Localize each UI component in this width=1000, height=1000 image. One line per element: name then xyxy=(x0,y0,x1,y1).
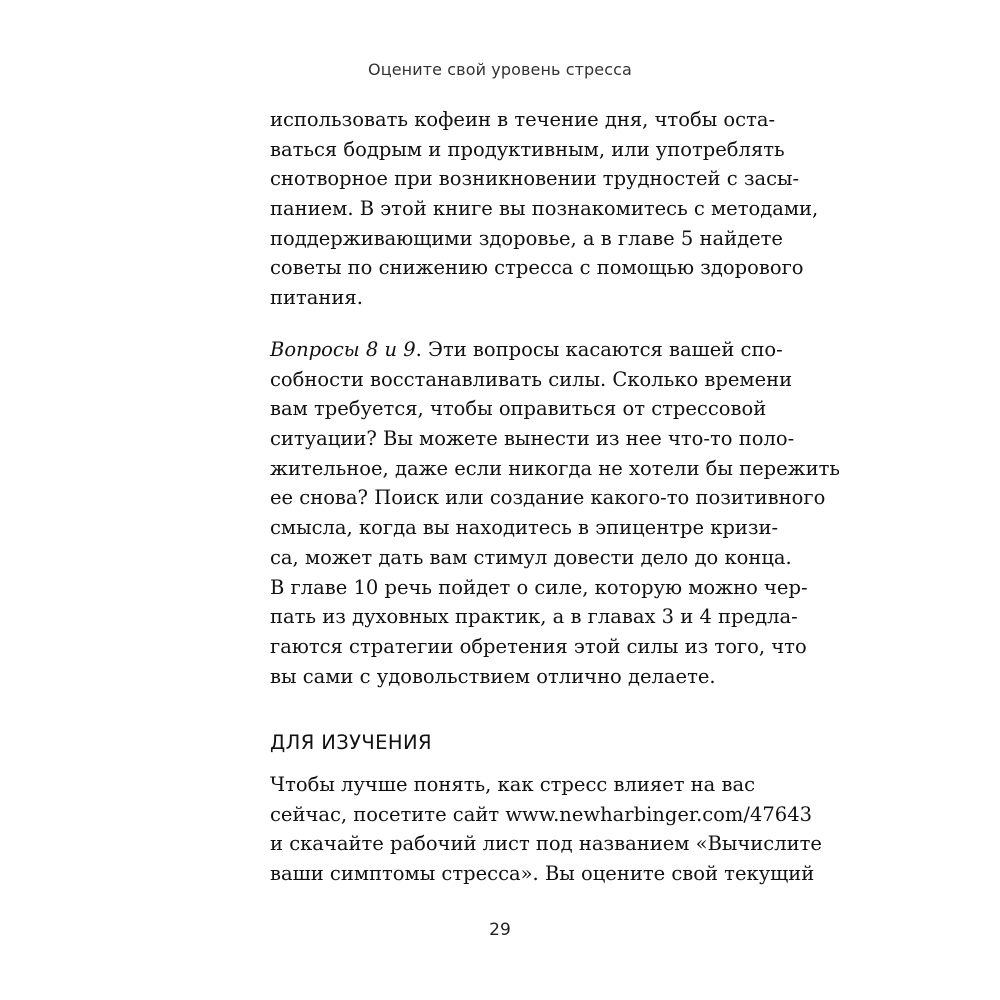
text-line: питания. xyxy=(270,286,363,310)
page-number: 29 xyxy=(489,920,511,940)
text-line: гаются стратегии обретения этой силы из того, что xyxy=(270,634,807,658)
text-line: ситуации? Вы можете вынести из нее что-то поло- xyxy=(270,427,795,451)
text-line: пать из духовных практик, а в главах 3 и 4 предла- xyxy=(270,605,798,629)
text-line: са, может дать вам стимул довести дело до конца. xyxy=(270,545,792,569)
text-line: ее снова? Поиск или создание какого-то позитивного xyxy=(270,486,826,510)
section-heading: ДЛЯ ИЗУЧЕНИЯ xyxy=(270,731,432,754)
paragraph-questions-8-9 xyxy=(270,335,841,691)
text-line: снотворное при возникновении трудностей с засы- xyxy=(270,167,800,191)
text-line: советы по снижению стресса с помощью здорового xyxy=(270,256,804,280)
text-line: Чтобы лучше понять, как стресс влияет на вас xyxy=(270,773,756,796)
text-line: и скачайте рабочий лист под названием «Вычислите xyxy=(270,832,822,856)
text-line: собности восстанавливать силы. Сколько времени xyxy=(270,367,793,391)
paragraph-study xyxy=(270,770,822,889)
paragraph-caffeine xyxy=(270,105,819,313)
text-line: смысла, когда вы находитесь в эпицентре кризи- xyxy=(270,516,779,540)
text-line: вам требуется, чтобы оправиться от стрессовой xyxy=(270,397,767,421)
running-head: Оцените свой уровень стресса xyxy=(368,60,632,79)
text-line: сейчас, посетите сайт www.newharbinger.com/47643 xyxy=(270,802,813,826)
text-line: ваться бодрым и продуктивным, или употреблять xyxy=(270,137,785,161)
text-line: В главе 10 речь пойдет о силе, которую можно чер- xyxy=(270,575,808,599)
text-line xyxy=(270,335,783,365)
text-line: использовать кофеин в течение дня, чтобы оста- xyxy=(270,108,776,131)
text-line: поддерживающими здоровье, а в главе 5 найдете xyxy=(270,226,783,250)
text-line: панием. В этой книге вы познакомитесь с методами, xyxy=(270,197,819,221)
text-line: вы сами с удовольствием отлично делаете. xyxy=(270,664,716,688)
text-line: ваши симптомы стресса». Вы оцените свой текущий xyxy=(270,862,815,886)
italic-lead: Вопросы 8 и 9 xyxy=(270,338,416,361)
lead-rest: . Эти вопросы касаются вашей спо- xyxy=(415,338,783,361)
text-line: жительное, даже если никогда не хотели бы пережить xyxy=(270,456,841,480)
